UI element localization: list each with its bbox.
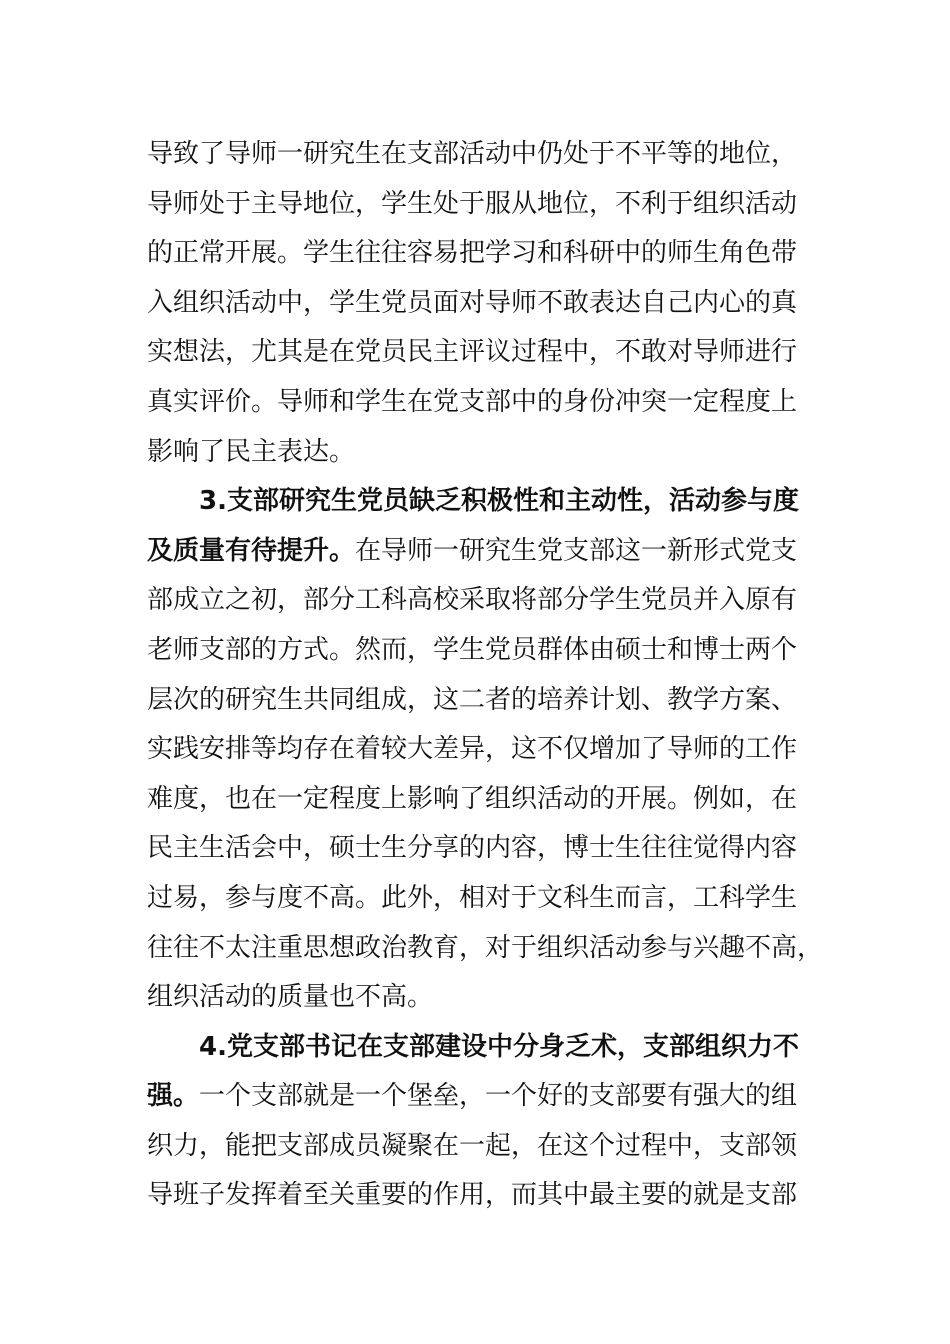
section-3-heading: 3.支部研究生党员缺乏积极性和主动性，活动参与度 (199, 486, 799, 517)
section-4-heading: 4.党支部书记在支部建设中分身乏术，支部组织力不 (199, 1031, 799, 1062)
text-line: 组织活动的质量也不高。 (147, 982, 434, 1013)
text-line: 织力，能把支部成员凝聚在一起，在这个过程中，支部领 (147, 1130, 798, 1161)
document-body (147, 130, 824, 1221)
text-line: 部成立之初，部分工科高校采取将部分学生党员并入原有 (147, 585, 798, 616)
text-line: 实践安排等均存在着较大差异，这不仅增加了导师的工作 (147, 734, 798, 765)
text-line: 难度，也在一定程度上影响了组织活动的开展。例如，在 (147, 783, 798, 814)
text-line: 导班子发挥着至关重要的作用，而其中最主要的就是支部 (147, 1180, 798, 1211)
text-line: 导师处于主导地位，学生处于服从地位，不利于组织活动 (147, 188, 798, 219)
text-line: 真实评价。导师和学生在党支部中的身份冲突一定程度上 (147, 386, 798, 417)
text-line: 入组织活动中，学生党员面对导师不敢表达自己内心的真 (147, 287, 798, 318)
text-line: 往往不太注重思想政治教育，对于组织活动参与兴趣不高， (147, 932, 824, 963)
text-line: 的正常开展。学生往往容易把学习和科研中的师生角色带 (147, 238, 798, 269)
text-line (147, 527, 807, 577)
text-line: 民主生活会中，硕士生分享的内容，博士生往往觉得内容 (147, 833, 798, 864)
text-run: 一个支部就是一个堡垒，一个好的支部要有强大的组 (199, 1081, 798, 1112)
section-3-heading-end: 及质量有待提升。 (147, 535, 356, 566)
text-line: 导致了导师一研究生在支部活动中仍处于不平等的地位， (147, 139, 798, 169)
text-line: 实想法，尤其是在党员民主评议过程中，不敢对导师进行 (147, 337, 798, 368)
text-line: 影响了民主表达。 (147, 436, 356, 467)
text-line: 老师支部的方式。然而，学生党员群体由硕士和博士两个 (147, 634, 798, 665)
text-line: 层次的研究生共同组成，这二者的培养计划、教学方案、 (147, 684, 798, 715)
text-line (147, 1072, 807, 1122)
text-line: 过易，参与度不高。此外，相对于文科生而言，工科学生 (147, 882, 798, 913)
text-run: 在导师一研究生党支部这一新形式党支 (355, 535, 798, 566)
section-4-heading-end: 强。 (147, 1081, 200, 1112)
